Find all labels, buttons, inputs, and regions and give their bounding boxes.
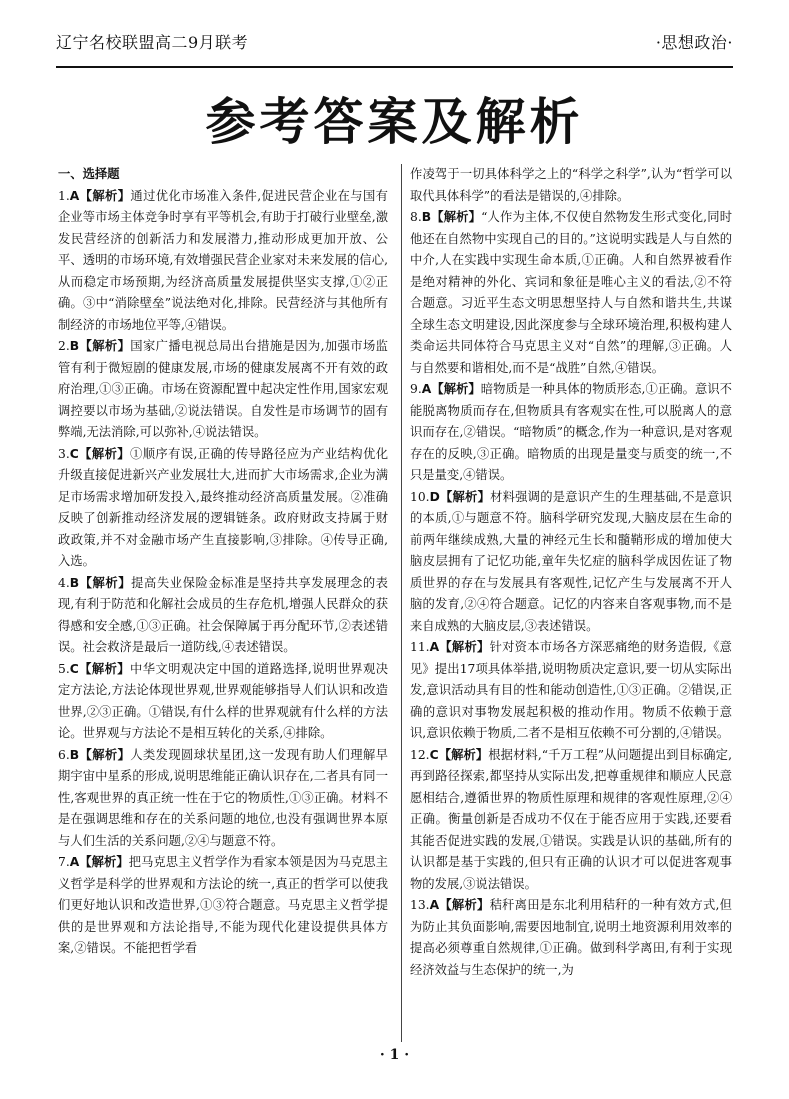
answer-letter: A — [69, 855, 80, 869]
analysis-text: 作凌驾于一切具体科学之上的“科学之科学”,认为“哲学可以取代具体科学”的看法是错误的,④排除。 — [410, 167, 732, 203]
analysis-text: 秸秆离田是东北利用秸秆的一种有效方式,但为防止其负面影响,需要因地制宜,说明土地资源利用效率的提高必须尊重自然规律,①正确。做到科学离田,有利于实现经济效益与生态保护的统一,为 — [410, 898, 732, 977]
analysis-label: 【解析】 — [79, 575, 132, 590]
question-number: 13. — [410, 898, 430, 912]
answer-letter: C — [69, 446, 79, 461]
page-title: 参考答案及解析 — [205, 93, 584, 151]
answer-item — [410, 637, 732, 745]
question-number: 6. — [58, 747, 70, 762]
analysis-label: 【解析】 — [79, 339, 131, 353]
analysis-label: 【解析】 — [78, 446, 130, 461]
question-number: 5. — [58, 661, 70, 676]
analysis-label: 【解析】 — [439, 898, 490, 912]
answer-letter: A — [421, 382, 432, 396]
answer-item — [58, 573, 388, 659]
question-number: 10. — [410, 489, 430, 504]
analysis-text: “人作为主体,不仅使自然物发生形式变化,同时他还在自然物中实现自己的目的。”这说明实践是人与自然的中介,人在实践中实现生命本质,①正确。人和自然界被看作是绝对精神的外化、宾词和象征是唯心主义的看法,②不符合题意。习近平生态文明思想坚持人与自然和谐共生,共谋全球生态文明建设,因此深度参与全球环境治理,积极构建人类命运共同体符合马克思主义对“自然”的理解,③正确。人与自然要和谐相处,而不是“战胜”自然,④错误。 — [410, 210, 732, 375]
analysis-text: 根据材料,“千万工程”从问题提出到目标确定,再到路径探索,都坚持从实际出发,把尊重规律和顺应人民意愿相结合,遵循世界的物质性原理和规律的客观性原理,②④正确。衡量创新是否成功不仅在于能否应用于实践,还要看其能否促进实践的发展,①错误。实践是认识的基础,所有的认识都是基于实践的,但只有正确的认识才可以促进客观事物的发展,③说法错误。 — [410, 747, 732, 891]
analysis-label: 【解析】 — [431, 210, 482, 224]
answer-item — [410, 745, 732, 896]
question-number: 2. — [58, 339, 70, 353]
answer-letter: A — [429, 640, 440, 654]
analysis-label: 【解析】 — [431, 382, 481, 396]
analysis-text: 针对资本市场各方深恶痛绝的财务造假,《意见》提出17项具体举措,说明物质决定意识,要一切从实际出发,意识活动具有目的性和能动创造性,①③正确。②错误,正确的意识对事物发展起积极的推动作用。物质不依赖于意识,意识依赖于物质,二者不是相互依赖不可分割的,④错误。 — [410, 640, 732, 740]
answer-item — [410, 487, 732, 638]
analysis-label: 【解析】 — [439, 640, 490, 654]
analysis-label: 【解析】 — [78, 661, 130, 676]
analysis-text: 暗物质是一种具体的物质形态,①正确。意识不能脱离物质而存在,但物质具有客观实在性,可以脱离人的意识而存在,②错误。“暗物质”的概念,作为一种意识,是对客观存在的反映,③正确。暗物质的出现是量变与质变的统一,不只是量变,④错误。 — [410, 382, 732, 482]
analysis-text: ①顺序有误,正确的传导路径应为产业结构优化升级直接促进新兴产业发展壮大,进而扩大市场需求,企业为满足市场需求增加研发投入,最终推动经济高质量发展。②准确反映了创新推动经济发展的逻辑链条。政府财政支持属于财政政策,并不对金融市场产生直接影响,③排除。④传导正确,入选。 — [58, 446, 388, 568]
answer-item — [58, 336, 388, 444]
exam-name: 辽宁名校联盟高二9月联考 — [56, 32, 249, 52]
section-heading: 一、选择题 — [58, 167, 120, 181]
answer-letter: A — [69, 188, 80, 203]
answer-letter: C — [69, 661, 79, 676]
analysis-label: 【解析】 — [438, 747, 489, 762]
answer-item — [58, 186, 388, 337]
analysis-text: 中华文明观决定中国的道路选择,说明世界观决定方法论,方法论体现世界观,世界观能够指导人们认识和改造世界,②③正确。①错误,有什么样的世界观就有什么样的方法论。世界观与方法论不是相互转化的关系,④排除。 — [58, 661, 388, 740]
analysis-label: 【解析】 — [79, 855, 129, 869]
left-column — [58, 164, 388, 1042]
question-number: 8. — [410, 210, 422, 224]
answer-letter: B — [69, 339, 80, 353]
analysis-label: 【解析】 — [79, 747, 131, 762]
answer-item — [58, 444, 388, 573]
answer-item — [410, 379, 732, 487]
question-number: 1. — [58, 188, 70, 203]
page-number: · 1 · — [379, 1047, 410, 1063]
answer-letter: B — [421, 210, 432, 224]
analysis-text: 提高失业保险金标准是坚持共享发展理念的表现,有利于防范和化解社会成员的生存危机,增强人民群众的获得感和安全感,①③正确。社会保障属于再分配环节,②表述错误。社会救济是最后一道防线,④表述错误。 — [58, 575, 388, 654]
answer-letter: B — [69, 747, 80, 762]
analysis-label: 【解析】 — [439, 489, 491, 504]
analysis-text: 材料强调的是意识产生的生理基础,不是意识的本质,①与题意不符。脑科学研究发现,大脑皮层在生命的前两年继续成熟,大量的神经元生长和髓鞘形成的增加使大脑皮层拥有了记忆功能,童年失忆症的脑科学成因佐证了物质世界的存在与发展具有客观性,记忆产生与发展离不开人脑的发育,②④符合题意。记忆的内容来自客观事物,而不是来自成熟的大脑皮层,③表述错误。 — [410, 489, 732, 633]
answer-letter: D — [429, 489, 440, 504]
question-number: 3. — [58, 446, 70, 461]
right-column — [401, 164, 732, 1042]
analysis-text: 通过优化市场准入条件,促进民营企业在与国有企业等市场主体竞争时享有平等机会,有助于打破行业壁垒,激发民营经济的创新活力和发展潜力,推动形成更加开放、公平、透明的市场环境,有效增强民营企业家对未来发展的信心,从而稳定市场预期,为经济高质量发展提供坚实支撑,①②正确。③中“消除壁垒”说法绝对化,排除。民营经济与其他所有制经济的市场地位平等,④错误。 — [58, 188, 388, 332]
question-number: 4. — [58, 575, 70, 590]
analysis-text: 国家广播电视总局出台措施是因为,加强市场监管有利于微短剧的健康发展,市场的健康发展离不开有效的政府治理,①③正确。市场在资源配置中起决定性作用,国家宏观调控要以市场为基础,②说法错误。自发性是市场调节的固有弊端,无法消除,可以弥补,④说法错误。 — [58, 339, 388, 439]
subject-name: ·思想政治· — [655, 32, 733, 52]
answer-item — [58, 745, 388, 853]
answer-letter: B — [69, 575, 80, 590]
analysis-text: 把马克思主义哲学作为看家本领是因为马克思主义哲学是科学的世界观和方法论的统一,真正的哲学可以使我们更好地认识和改造世界,①③符合题意。马克思主义哲学提供的是世界观和方法论指导,不能为现代化建设提供具体方案,②错误。不能把哲学看 — [58, 855, 388, 955]
question-number: 12. — [410, 747, 430, 762]
page-header — [56, 16, 733, 68]
answer-letter: A — [429, 898, 440, 912]
answer-item — [58, 659, 388, 745]
answer-item — [58, 852, 388, 960]
answer-item — [410, 207, 732, 379]
answer-item — [410, 895, 732, 981]
question-number: 9. — [410, 382, 422, 396]
question-number: 11. — [410, 640, 430, 654]
answer-item — [410, 164, 732, 207]
question-number: 7. — [58, 855, 70, 869]
answer-columns — [58, 164, 732, 1042]
analysis-text: 人类发现圆球状星团,这一发现有助人们理解早期宇宙中星系的形成,说明思维能正确认识存在,二者具有同一性,客观世界的真正统一性在于它的物质性,①③正确。材料不是在强调思维和存在的关系问题的地位,也没有强调世界本原与人们生活的关系问题,②④与题意不符。 — [58, 747, 388, 848]
answer-letter: C — [429, 747, 439, 762]
analysis-label: 【解析】 — [79, 188, 131, 203]
